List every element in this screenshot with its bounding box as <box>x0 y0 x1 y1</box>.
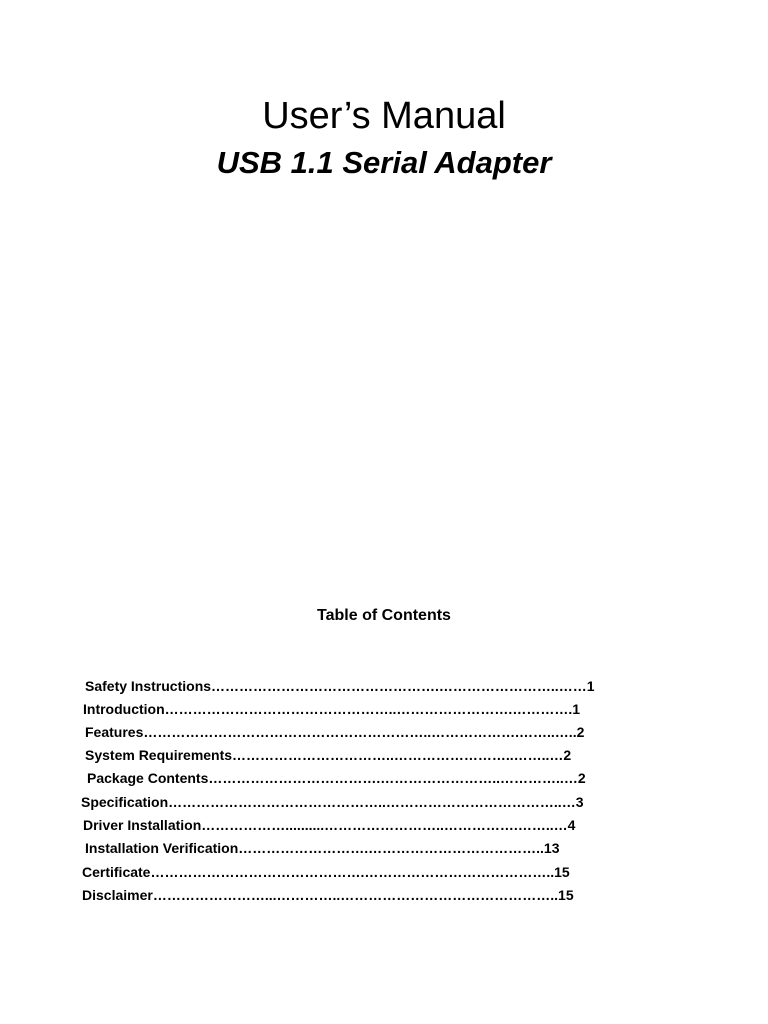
document-title: User’s Manual <box>262 95 506 137</box>
toc-heading: Table of Contents <box>317 607 451 624</box>
toc-entry-specification: Specification………………………………………..………………………………..…3 <box>81 794 584 810</box>
toc-entry-disclaimer: Disclaimer……………………...…………..………………………………………..15 <box>82 887 574 903</box>
toc-entry-safety-instructions: Safety Instructions………………………………………….……………………..……1 <box>85 678 595 694</box>
toc-entry-introduction: Introduction…………………………………………..…………………….………….1 <box>83 701 580 717</box>
toc-entry-package-contents: Package Contents……………………………….……………………..…………..…2 <box>87 770 586 786</box>
toc-entry-features: Features……………………………………………………..……………….……..…..2 <box>85 724 585 740</box>
toc-entry-driver-installation: Driver Installation………………..........……………………..…………….……..…4 <box>83 817 576 833</box>
toc-entry-installation-verification: Installation Verification……………………….………………………………..13 <box>85 840 560 856</box>
toc-entry-certificate: Certificate……………………………………….…………………………………..15 <box>82 864 570 880</box>
document-subtitle: USB 1.1 Serial Adapter <box>216 145 552 180</box>
toc-entry-system-requirements: System Requirements……………………………..……………………..……..…2 <box>85 747 572 763</box>
